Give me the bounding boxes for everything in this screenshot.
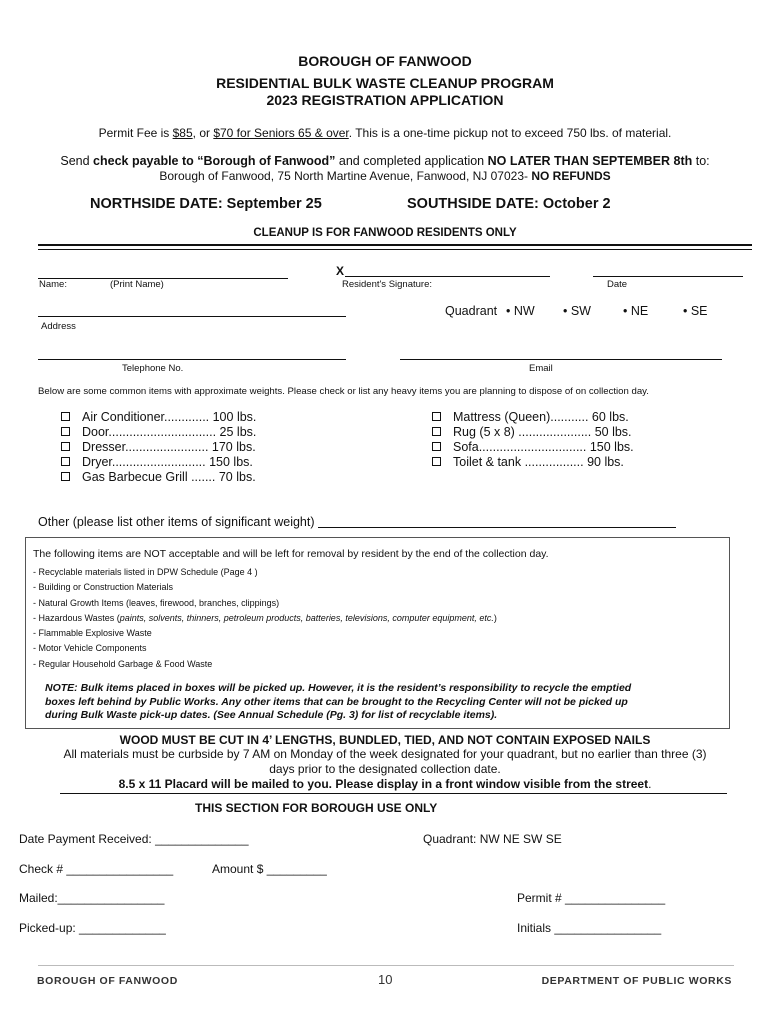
item-toilet[interactable] xyxy=(432,455,634,470)
picked-up-field[interactable]: Picked-up: _____________ xyxy=(19,921,166,935)
other-items-label: Other (please list other items of significant weight) xyxy=(38,515,315,529)
checkbox[interactable] xyxy=(61,412,70,421)
address-label: Address xyxy=(41,321,76,332)
quadrant-label: Quadrant xyxy=(445,304,498,318)
fee-seniors: $70 for Seniors 65 & over xyxy=(213,126,349,140)
email-label: Email xyxy=(529,363,553,374)
items-intro: Below are some common items with approximate weights. Please check or list any heavy items you are planning to dispose of on collection day. xyxy=(38,386,649,397)
list-item: - Natural Growth Items (leaves, firewood, branches, clippings) xyxy=(33,597,280,608)
divider xyxy=(38,249,752,250)
list-item: - Flammable Explosive Waste xyxy=(33,628,152,639)
initials-field[interactable]: Initials ________________ xyxy=(517,921,662,935)
hazard-close: ) xyxy=(493,612,497,623)
checkbox[interactable] xyxy=(432,412,441,421)
checkbox[interactable] xyxy=(432,427,441,436)
boxes-note xyxy=(45,682,631,723)
checkbox[interactable] xyxy=(432,442,441,451)
note-line: NOTE: Bulk items placed in boxes will be picked up. However, it is the resident’s responsibility to recycle the emptied xyxy=(45,682,632,694)
checkbox[interactable] xyxy=(61,442,70,451)
permit-number-field[interactable]: Permit # _______________ xyxy=(517,891,666,905)
item-label: Gas Barbecue Grill ....... 70 lbs. xyxy=(82,470,256,484)
signature-field[interactable] xyxy=(345,276,550,277)
signature-label: Resident's Signature: xyxy=(342,279,433,290)
quadrant-option-nw[interactable]: • NW xyxy=(506,304,535,318)
amount-field[interactable]: Amount $ _________ xyxy=(212,862,327,876)
fee-suffix: . This is a one-time pickup not to exceed 750 lbs. of material. xyxy=(348,126,672,140)
curbside-line-2: days prior to the designated collection date. xyxy=(269,762,501,776)
other-items-field[interactable] xyxy=(318,527,676,528)
date-label: Date xyxy=(607,279,628,290)
date-payment-received-field[interactable]: Date Payment Received: ______________ xyxy=(19,832,249,846)
divider xyxy=(38,244,752,246)
list-item: - Motor Vehicle Components xyxy=(33,643,147,654)
list-item xyxy=(33,611,497,626)
quadrant-option-ne[interactable]: • NE xyxy=(623,304,649,318)
fee-prefix: Permit Fee is xyxy=(98,126,173,140)
item-gas-grill[interactable] xyxy=(61,470,256,485)
checkbox[interactable] xyxy=(61,472,70,481)
signature-x-mark: X xyxy=(336,264,345,278)
item-rug[interactable] xyxy=(432,425,634,440)
telephone-field[interactable] xyxy=(38,359,346,360)
item-label: Air Conditioner............. 100 lbs. xyxy=(82,410,257,424)
telephone-label: Telephone No. xyxy=(122,363,184,374)
item-label: Dresser........................ 170 lbs. xyxy=(82,440,256,454)
northside-date: NORTHSIDE DATE: September 25 xyxy=(90,196,322,212)
list-item: - Recyclable materials listed in DPW Schedule (Page 4 ) xyxy=(33,567,258,577)
placard-text: 8.5 x 11 Placard will be mailed to you. Please display in a front window visible from the street xyxy=(118,777,649,791)
placard-notice xyxy=(0,777,770,791)
mailed-field[interactable]: Mailed:________________ xyxy=(19,891,165,905)
footer-divider xyxy=(38,965,734,966)
items-left-list xyxy=(61,410,256,485)
email-field[interactable] xyxy=(400,359,722,360)
item-mattress[interactable] xyxy=(432,410,634,425)
note-line: boxes left behind by Public Works. Any other items that can be brought to the Recycling Center will not be picked up xyxy=(45,695,628,708)
send-part1: Send xyxy=(60,154,94,168)
not-acceptable-list xyxy=(33,565,497,672)
item-door[interactable] xyxy=(61,425,256,440)
list-item: - Building or Construction Materials xyxy=(33,582,174,593)
item-sofa[interactable] xyxy=(432,440,634,455)
item-label: Toilet & tank ................. 90 lbs. xyxy=(453,455,624,469)
borough-quadrant-field[interactable]: Quadrant: NW NE SW SE xyxy=(423,832,562,846)
southside-date: SOUTHSIDE DATE: October 2 xyxy=(407,196,611,212)
hazard-examples: paints, solvents, thinners, petroleum products, batteries, televisions, computer equipment, etc. xyxy=(119,612,494,623)
address-field[interactable] xyxy=(38,316,346,317)
mailing-address-line xyxy=(0,169,770,183)
footer-right: DEPARTMENT OF PUBLIC WORKS xyxy=(541,975,732,987)
send-payable: check payable to “Borough of Fanwood” xyxy=(93,154,336,168)
send-part5: to: xyxy=(692,154,710,168)
wood-rule: WOOD MUST BE CUT IN 4’ LENGTHS, BUNDLED, TIED, AND NOT CONTAIN EXPOSED NAILS xyxy=(119,733,651,747)
mailing-address: Borough of Fanwood, 75 North Martine Avenue, Fanwood, NJ 07023- xyxy=(159,169,532,183)
list-item: - Regular Household Garbage & Food Waste xyxy=(33,658,213,669)
send-part3: and completed application xyxy=(335,154,488,168)
note-line: during Bulk Waste pick-up dates. (See Annual Schedule (Pg. 3) for list of recyclable items). xyxy=(45,709,498,721)
fee-amount: $85 xyxy=(172,126,193,140)
item-air-conditioner[interactable] xyxy=(61,410,256,425)
item-label: Dryer........................... 150 lbs. xyxy=(82,455,253,469)
item-label: Door............................... 25 lbs. xyxy=(82,425,257,439)
not-acceptable-intro: The following items are NOT acceptable and will be left for removal by resident by the end of the collection day. xyxy=(33,548,549,560)
send-deadline: NO LATER THAN SEPTEMBER 8th xyxy=(487,154,693,168)
send-instructions xyxy=(0,154,770,168)
curbside-line-1: All materials must be curbside by 7 AM on Monday of the week designated for your quadrant, but no earlier than three (3) xyxy=(63,747,707,761)
no-refunds: NO REFUNDS xyxy=(531,169,611,183)
program-title: RESIDENTIAL BULK WASTE CLEANUP PROGRAM xyxy=(216,75,554,91)
check-number-field[interactable]: Check # ________________ xyxy=(19,862,174,876)
form-title: 2023 REGISTRATION APPLICATION xyxy=(266,92,504,108)
item-dryer[interactable] xyxy=(61,455,256,470)
footer-left: BOROUGH OF FANWOOD xyxy=(37,975,178,987)
checkbox[interactable] xyxy=(61,427,70,436)
checkbox[interactable] xyxy=(61,457,70,466)
hazard-prefix: - Hazardous Wastes ( xyxy=(33,612,120,623)
quadrant-option-se[interactable]: • SE xyxy=(683,304,708,318)
item-label: Rug (5 x 8) ..................... 50 lbs. xyxy=(453,425,632,439)
page-number: 10 xyxy=(378,972,393,987)
print-name-label: (Print Name) xyxy=(110,279,164,290)
item-dresser[interactable] xyxy=(61,440,256,455)
permit-fee-line xyxy=(0,126,770,140)
item-label: Mattress (Queen)........... 60 lbs. xyxy=(453,410,629,424)
fee-mid: , or xyxy=(192,126,214,140)
placard-end: . xyxy=(648,777,652,791)
date-field[interactable] xyxy=(593,276,743,277)
name-label: Name: xyxy=(39,279,67,290)
residents-only-notice: CLEANUP IS FOR FANWOOD RESIDENTS ONLY xyxy=(253,227,517,239)
items-right-list xyxy=(432,410,634,470)
quadrant-option-sw[interactable]: • SW xyxy=(563,304,591,318)
org-title: BOROUGH OF FANWOOD xyxy=(298,53,472,69)
divider xyxy=(60,793,727,794)
borough-use-title: THIS SECTION FOR BOROUGH USE ONLY xyxy=(195,801,438,815)
checkbox[interactable] xyxy=(432,457,441,466)
item-label: Sofa............................... 150 lbs. xyxy=(453,440,634,454)
